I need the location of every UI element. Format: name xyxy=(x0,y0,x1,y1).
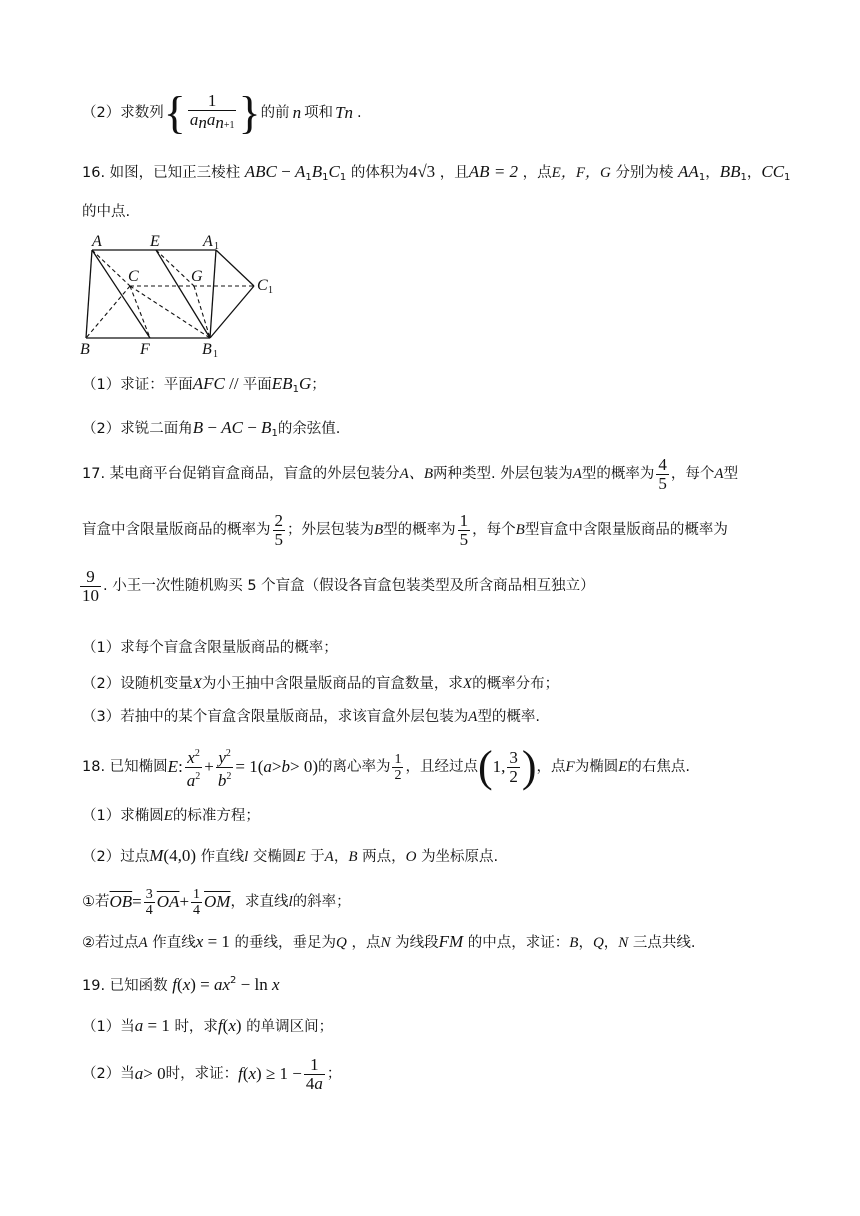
prism-figure xyxy=(78,232,288,360)
q17-part1: （1）求每个盲盒含限量版商品的概率； xyxy=(82,640,338,656)
edge-g-b1 xyxy=(194,286,210,338)
q18-sub1: ①若 $\overline{OB}$ = $\frac{3}{4}$ $\overline{OA}$ + $\frac{1}{4}$ $\overline{OM}$ ，求直线 l 的斜率； xyxy=(82,886,351,918)
q17-part2: （2）设随机变量X为小王抽中含限量版商品的盲盒数量，求X的概率分布； xyxy=(82,676,560,692)
edge-a-c xyxy=(92,250,130,286)
label-c1: C xyxy=(257,277,268,294)
label-f: F xyxy=(140,341,150,358)
q18-sub2: ②若过点A 作直线x = 1 的垂线，垂足为Q ，点N 为线段FM 的中点，求证：B，Q，N 三点共线. xyxy=(82,932,696,951)
edge-a1-c1 xyxy=(216,250,254,286)
q15-part2-suffix: 的前 xyxy=(260,105,290,121)
svg-text:1: 1 xyxy=(268,285,273,296)
limited-a-fraction: $\frac{2}{5}$ xyxy=(274,510,283,549)
label-e: E xyxy=(150,233,160,250)
edge-b1-c1 xyxy=(210,286,254,338)
q16-line2: 的中点. xyxy=(82,204,131,220)
q18-part1: （1）求椭圆E的标准方程； xyxy=(82,808,260,824)
q19-part1: （1）当a = 1 时，求f(x) 的单调区间； xyxy=(82,1016,334,1035)
q17-line3: $\frac{9}{10}$ . 小王一次性随机购买 5 个盲盒（假设各盲盒包装类型及所含商品相互独立） xyxy=(82,566,595,605)
label-a: A xyxy=(92,233,102,250)
q16-line1: 16. 如图，已知正三棱柱 ABC − $A_1B_1C_1$ 的体积为4√3 ，且AB = 2 ，点E，F，G 分别为棱 $AA_1$，$BB_1$，$CC_1$ xyxy=(82,162,791,183)
q15-part2-prefix: （2）求数列 xyxy=(82,105,164,121)
svg-text:1: 1 xyxy=(213,349,218,360)
limited-b-fraction: $\frac{9}{10}$ xyxy=(82,566,99,605)
sequence-fraction: $\frac{1}{a_na_{n+1}}$ xyxy=(188,92,237,135)
q18-part2: （2）过点M(4,0) 作直线l 交椭圆E 于A，B 两点，O 为坐标原点. xyxy=(82,846,499,865)
q18-line1: 18. 已知椭圆 E : $\frac{x^2}{a^2}$ + $\frac{y^2}{b^2}$ = 1( a > b > 0) 的离心率为 $\frac{1}{2}$ ，且经过点 ( 1, $\frac{3}{2}$ ) ，点 F 为椭圆 E 的右焦点. xyxy=(82,742,690,791)
q19-part2: （2）当 a > 0 时，求证： f ( x ) ≥ 1 − $\frac{1}{4a}$ ； xyxy=(82,1054,342,1093)
label-g: G xyxy=(191,268,203,285)
q15-part2: （2）求数列 { $\frac{1}{a_na_{n+1}}$ } 的前 n 项和 T n . xyxy=(82,87,362,138)
prob-b-fraction: $\frac{1}{5}$ xyxy=(459,510,469,549)
edge-a-b xyxy=(86,250,92,338)
edge-a1-b1 xyxy=(210,250,216,338)
label-c: C xyxy=(128,268,139,285)
q16-part1: （1）求证：平面AFC // 平面$EB_1G$； xyxy=(82,374,326,395)
q19-line1: 19. 已知函数 $f(x) = ax^2 - \ln x$ xyxy=(82,975,280,994)
edge-c-b1 xyxy=(130,286,210,338)
q17-part3: （3）若抽中的某个盲盒含限量版商品，求该盲盒外层包装为A型的概率. xyxy=(82,709,541,725)
edge-a-f xyxy=(92,250,150,338)
prob-a-fraction: $\frac{4}{5}$ xyxy=(658,454,667,493)
label-b1: B xyxy=(202,341,212,358)
edge-c-b xyxy=(86,286,130,338)
left-brace: { xyxy=(163,87,186,138)
q16-part2: （2）求锐二面角B − AC − $B_1$的余弦值. xyxy=(82,418,341,439)
right-brace: } xyxy=(238,87,261,138)
q17-line2: 盲盒中含限量版商品的概率为 $\frac{2}{5}$ ；外层包装为 B 型的概率为 $\frac{1}{5}$ ，每个 B 型盲盒中含限量版商品的概率为 xyxy=(82,510,728,549)
q17-line1: 17. 某电商平台促销盲盒商品，盲盒的外层包装分 A、B 两种类型. 外层包装为 A 型的概率为 $\frac{4}{5}$ ，每个 A 型 xyxy=(82,454,739,493)
svg-text:1: 1 xyxy=(214,241,219,252)
edge-e-b1 xyxy=(156,250,210,338)
label-b: B xyxy=(80,341,90,358)
label-a1: A xyxy=(203,233,213,250)
